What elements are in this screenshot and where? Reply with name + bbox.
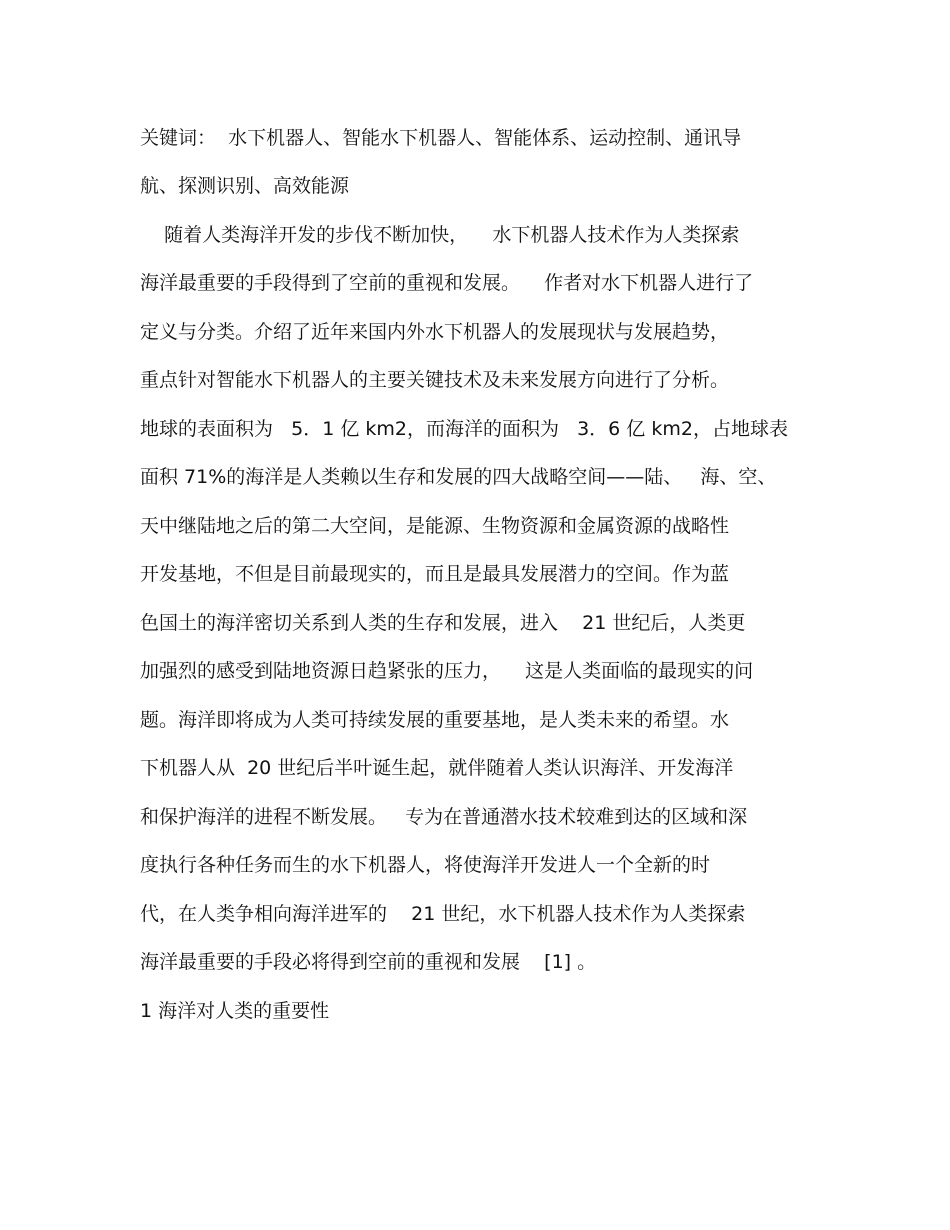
paragraph-line: 随着人类海洋开发的步伐不断加快， 水下机器人技术作为人类探索	[140, 224, 740, 246]
paragraph-line: 海洋最重要的手段得到了空前的重视和发展。 作者对水下机器人进行了	[140, 272, 754, 294]
paragraph-line: 题。海洋即将成为人类可持续发展的重要基地，是人类未来的希望。水	[140, 709, 730, 731]
paragraph-line: 面积 71%的海洋是人类赖以生存和发展的四大战略空间——陆、 海、空、	[140, 466, 777, 488]
paragraph-line: 和保护海洋的进程不断发展。 专为在普通潜水技术较难到达的区域和深	[140, 806, 748, 828]
paragraph-line: 下机器人从 20 世纪后半叶诞生起，就伴随着人类认识海洋、开发海洋	[140, 757, 734, 779]
section-heading: 1 海洋对人类的重要性	[140, 1000, 330, 1022]
paragraph-line: 度执行各种任务而生的水下机器人，将使海洋开发进人一个全新的时	[140, 854, 711, 876]
keywords-line-2: 航、探测识别、高效能源	[140, 175, 350, 197]
paragraph-line: 开发基地，不但是目前最现实的，而且是最具发展潜力的空间。作为蓝	[140, 563, 730, 585]
paragraph-line: 海洋最重要的手段必将得到空前的重视和发展 [1] 。	[140, 951, 597, 973]
paragraph-line: 代，在人类争相向海洋进军的 21 世纪，水下机器人技术作为人类探索	[140, 903, 746, 925]
paragraph-line: 加强烈的感受到陆地资源日趋紧张的压力， 这是人类面临的最现实的问	[140, 660, 754, 682]
paragraph-line: 色国土的海洋密切关系到人类的生存和发展，进入 21 世纪后，人类更	[140, 612, 746, 634]
keywords-line-1: 关键词： 水下机器人、智能水下机器人、智能体系、运动控制、通讯导	[140, 127, 742, 149]
paragraph-line: 地球的表面积为 5．1 亿 km2，而海洋的面积为 3．6 亿 km2，占地球表	[140, 418, 788, 440]
paragraph-line: 定义与分类。介绍了近年来国内外水下机器人的发展现状与发展趋势，	[140, 321, 730, 343]
paragraph-line: 重点针对智能水下机器人的主要关键技术及未来发展方向进行了分析。	[140, 369, 730, 391]
paragraph-line: 天中继陆地之后的第二大空间，是能源、生物资源和金属资源的战略性	[140, 515, 730, 537]
